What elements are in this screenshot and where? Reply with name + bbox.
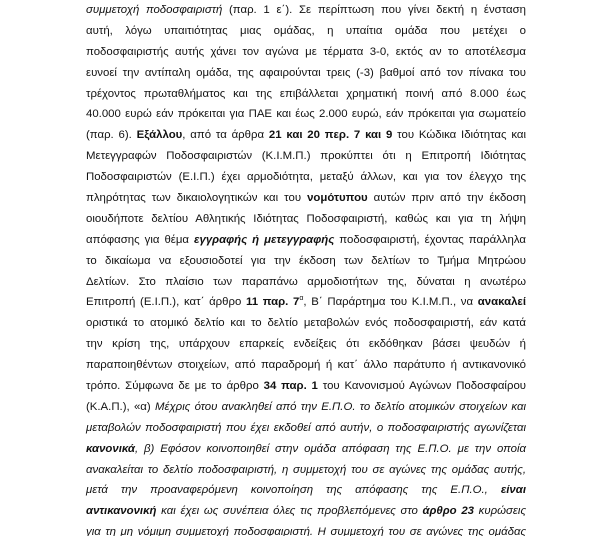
text-line [86, 63, 526, 84]
text-run: , Β΄ Παράρτημα του Κ.Ι.Μ.Π., να [303, 296, 478, 309]
text-run: αντικανονική [86, 505, 157, 518]
text-line [86, 21, 526, 42]
text-run: ευνοεί την αντίπαλη ομάδα, της αφαιρούνται τρεις (-3) βαθμοί από τον πίνακα του [86, 66, 526, 79]
text-run: 40.000 ευρώ εάν πρόκειται για ΠΑΕ και έως 2.000 ευρώ, εάν πρόκειται για σωματείο [86, 108, 526, 121]
text-line [86, 376, 526, 397]
text-line [86, 272, 526, 293]
text-run: Εξάλλου [136, 129, 183, 142]
text-run: ανακαλεί [477, 296, 526, 309]
text-run: και έχει ως συνέπεια όλες τις προβλεπόμενες στο [156, 505, 423, 518]
text-run: αυτών πριν από την έκδοση [367, 192, 526, 205]
text-line [86, 188, 526, 209]
text-run: την κρίση της, υπάρχουν επαρκείς ενδείξεις ότι εκδόθηκαν βάσει ψευδών ή [86, 338, 526, 351]
text-line [86, 146, 526, 167]
text-line [86, 460, 526, 481]
text-run: ανακαλείται το δελτίο ποδοσφαιριστή, η συμμετοχή του σε αγώνες της ομάδας αυτής, [86, 463, 526, 476]
text-run: Εφόσον κοινοποιηθεί στην ομάδα απόφαση της Ε.Π.Ο. με την οποία [160, 442, 526, 455]
text-run: άρθρο 23 [422, 505, 474, 518]
text-run: νομότυπου [307, 192, 368, 205]
document-text [86, 0, 526, 536]
text-run: τρόπο. Σύμφωνα δε με το άρθρο [86, 380, 264, 393]
text-run: (Κ.Α.Π.), «α) [86, 400, 155, 413]
text-run: οιουδήποτε δελτίου Αθλητικής Ιδιότητας Ποδοσφαιριστή, καθώς και για τη λήψη [86, 212, 526, 225]
text-line [86, 522, 526, 536]
text-run: οριστικά το ατομικό δελτίο και το δελτίο μεταβολών ενός ποδοσφαιριστή, εάν κατά [86, 317, 526, 330]
text-run: το δικαίωμα να εξουσιοδοτεί για την έκδοση των δελτίων το Τμήμα Μητρώου [86, 254, 526, 267]
text-run: αυτή, λόγω υπαιτιότητας μιας ομάδας, η υπαίτια ομάδα που μετέχει ο [86, 24, 526, 37]
text-line [86, 334, 526, 355]
text-run: Ποδοσφαιριστών (Ε.Ι.Π.) έχει αρμοδιότητα, μεταξύ άλλων, και για τον έλεγχο της [86, 171, 526, 184]
text-run: απόφασης για θέμα [86, 233, 195, 246]
text-line [86, 84, 526, 105]
text-run: Μετεγγραφών Ποδοσφαιριστών (Κ.Ι.Μ.Π.) προκύπτει ότι η Επιτροπή Ιδιότητας [86, 150, 526, 163]
text-run: (παρ. 6). [86, 129, 137, 142]
text-run: ποδοσφαιριστής αυτής χάνει τον αγώνα με τέρματα 3-0, εκτός αν το αποτέλεσμα [86, 45, 526, 58]
text-run: πληρότητας των δικαιολογητικών και του [86, 192, 308, 205]
text-line [86, 42, 526, 63]
text-run: Επιτροπή (Ε.Ι.Π.), κατ΄ άρθρο [86, 296, 246, 309]
text-run: μεταβολών ποδοσφαιριστή που έχει εκδοθεί από αυτήν, ο ποδοσφαιριστής αγωνίζεται [86, 421, 526, 434]
text-run: Μέχρις ότου ανακληθεί από την Ε.Π.Ο. το δελτίο ατομικών στοιχείων και [154, 400, 526, 413]
text-run: για τη μη νόμιμη συμμετοχή ποδοσφαιριστή. Η συμμετοχή του σε αγώνες της ομάδας [86, 526, 526, 537]
text-line [86, 0, 526, 21]
text-line [86, 501, 526, 522]
superscript: α [299, 295, 304, 303]
text-run: είναι [500, 484, 526, 497]
text-line [86, 230, 526, 251]
text-line [86, 313, 526, 334]
text-run: εγγραφής ή μετεγγραφής [194, 233, 335, 246]
text-line [86, 480, 526, 501]
text-line [86, 418, 526, 439]
text-line [86, 209, 526, 230]
text-line [86, 292, 526, 313]
text-run: (παρ. 1 ε΄). Σε περίπτωση που γίνει δεκτή η ένσταση [222, 4, 526, 16]
text-run: μετά την προαναφερόμενη κοινοποίηση της απόφασης της Ε.Π.Ο., [86, 484, 501, 497]
text-run: ποδοσφαιριστή, έχοντας παράλληλα [334, 233, 526, 246]
text-line [86, 251, 526, 272]
text-run: 21 και 20 περ. 7 και 9 [268, 129, 393, 142]
text-line [86, 104, 526, 125]
text-run: κυρώσεις [474, 505, 526, 518]
text-run: συμμετοχή ποδοσφαιριστή [86, 4, 223, 16]
text-run: του Κώδικα Ιδιότητας και [392, 129, 526, 142]
text-line [86, 355, 526, 376]
text-run: 11 παρ. 7 [245, 296, 300, 309]
text-run: , β) [134, 442, 161, 455]
text-run: Δελτίων. Στο πλαίσιο των παραπάνω αρμοδιοτήτων της, δύναται η ανωτέρω [86, 275, 526, 288]
text-line [86, 397, 526, 418]
text-line [86, 167, 526, 188]
text-run: τρέχοντος πρωταθλήματος και της επιβάλλεται χρηματική ποινή από 8.000 έως [86, 87, 526, 100]
text-run: του Κανονισμού Αγώνων Ποδοσφαίρου [317, 380, 527, 393]
text-run: παραποιηθέντων στοιχείων, από παραδρομή ή κατ΄ άλλο παράτυπο ή αντικανονικό [86, 359, 526, 372]
text-run: 34 παρ. 1 [263, 380, 318, 393]
text-run: , από τα άρθρα [182, 129, 269, 142]
text-line [86, 125, 526, 146]
text-line [86, 439, 526, 460]
text-run: κανονικά [86, 442, 135, 455]
